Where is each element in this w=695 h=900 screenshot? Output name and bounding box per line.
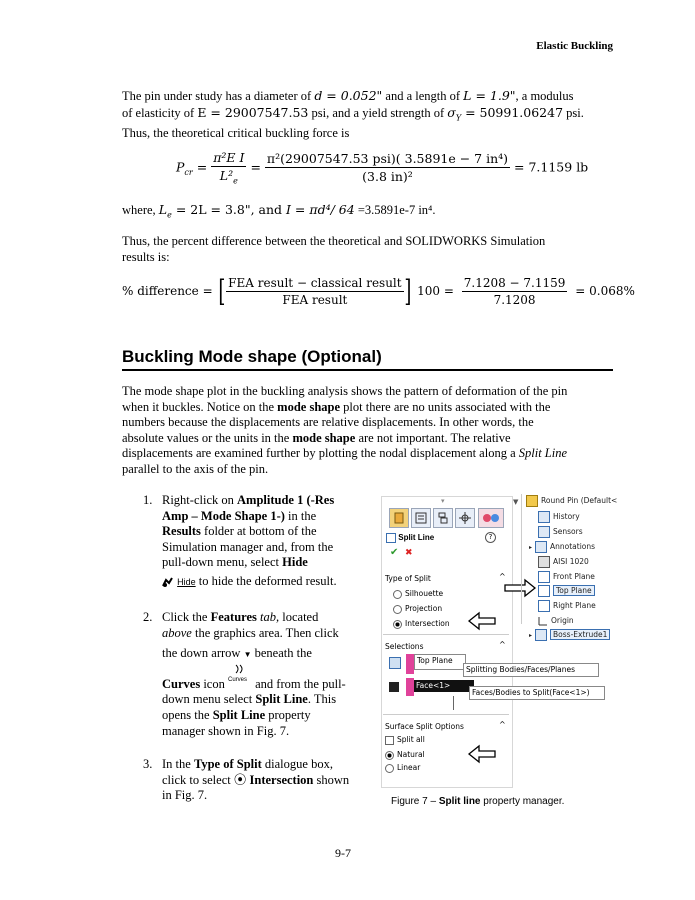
hide-icon-label: Hide: [177, 576, 196, 587]
tree-item-history[interactable]: History: [538, 511, 580, 523]
faces-to-split-list[interactable]: Face<1>: [414, 680, 474, 692]
figure-caption: Figure 7 – Split line property manager.: [391, 796, 565, 807]
diameter-value: d = 0.052": [314, 88, 383, 103]
page-number: 9-7: [335, 846, 351, 860]
tree-item-sensors[interactable]: Sensors: [538, 526, 583, 538]
tree-item-origin[interactable]: Origin: [538, 615, 574, 627]
collapse-surface-icon[interactable]: ^: [499, 720, 506, 729]
option-natural[interactable]: Natural: [385, 750, 425, 760]
option-intersection[interactable]: Intersection: [393, 619, 450, 629]
length-value: L = 1.9": [463, 88, 516, 103]
tooltip-faces-to-split: Faces/Bodies to Split(Face<1>): [469, 686, 605, 700]
plane-icon: [538, 600, 550, 612]
configuration-manager-tab[interactable]: [433, 508, 453, 528]
critical-load-equation: $P_{cr}$ = $\frac{\text{π²E I}}{L^2_e}$ = $\frac{\text{π²(29007547.53 psi)( 3.5891e − 7 in⁴)}}{\text{(3.8 in)²}}$ = 7.1159 lb: [176, 150, 589, 186]
property-manager-tab[interactable]: [411, 508, 431, 528]
tree-item-boss-extrude[interactable]: ▸ Boss-Extrude1: [529, 629, 610, 641]
radio-projection[interactable]: [393, 605, 402, 614]
splitting-tool-list[interactable]: Top Plane: [414, 654, 466, 670]
modulus-value: E = 29007547.53: [197, 104, 309, 120]
intro-paragraph: The pin under study has a diameter of d = 0.052" and a length of L = 1.9", a modulus of elasticity of E = 29007547.53 psi, and a yield strength of $\sigma_Y = 50991.06247$ psi. Thus, the theoretical critical buckling force is: [122, 88, 584, 140]
curves-icon: [228, 678, 252, 688]
material-icon: [538, 556, 550, 568]
section-heading: Buckling Mode shape (Optional): [122, 347, 382, 366]
intersection-callout-arrow: [467, 611, 497, 631]
annotations-icon: [535, 541, 547, 553]
mode-shape-paragraph: The mode shape plot in the buckling analysis shows the pattern of deformation of the pin when it buckles. Notice on the mode shape plot there are no units associated with the numbers because the displacements are relative displacements. In other words, the absolute values or the units in the mode shape are not important. The relative displacements are examined further by plotting the nodal displacement along a Split Line parallel to the axis of the pin.: [122, 384, 568, 476]
top-plane-callout-arrow: [503, 578, 537, 598]
percent-difference-equation: % difference = [ $\frac{\text{FEA result − classical result}}{\text{FEA result}}$ ] 100 = $\frac{7.1208 - 7.1159}{7.1208}$ = 0.068%: [122, 273, 635, 309]
selections-header: Selections: [385, 642, 424, 651]
curves-icon-label: Curves: [227, 676, 247, 683]
help-button[interactable]: ?: [485, 532, 496, 543]
history-icon: [538, 511, 550, 523]
tooltip-splitting-bodies: Splitting Bodies/Faces/Planes: [463, 663, 599, 677]
collapse-type-icon[interactable]: ^: [499, 572, 506, 581]
radio-linear[interactable]: [385, 764, 394, 773]
plane-selection-icon: [389, 657, 401, 669]
panel-title: Split Line: [386, 533, 434, 543]
percent-intro: Thus, the percent difference between the theoretical and SOLIDWORKS Simulation results is:: [122, 234, 546, 264]
radio-symbol: ⦿: [233, 772, 247, 787]
step-3: 3. In the Type of Split dialogue box, click to select ⦿ Intersection shown in Fig. 7.: [143, 757, 350, 803]
radio-silhouette[interactable]: [393, 590, 402, 599]
cancel-button[interactable]: ✖: [405, 547, 413, 557]
dimxpert-manager-tab[interactable]: [455, 508, 475, 528]
collapse-selections-icon[interactable]: ^: [499, 640, 506, 649]
figure-7: ▾ Split Line ? ✔ ✖ Type of Split ^ Silhouette Projection Intersection Selections ^ Top Plane Face<1> Surface Split Options ^ Split all Natural Linear Splitting Bodies/Faces/Planes Faces/Bodies to Split(Face<1>): [381, 494, 682, 790]
tree-item-annotations[interactable]: ▸ Annotations: [529, 542, 596, 551]
plane-icon: [538, 585, 550, 597]
step-1: 1. Right-click on Amplitude 1 (-Res Amp – Mode Shape 1-) in the Results folder at bottom of the Simulation manager and, from the pull-down menu, select Hide Hide to hide the deformed result.: [143, 493, 337, 588]
extrude-icon: [535, 629, 547, 641]
critical-load-result: = 7.1159 lb: [514, 159, 589, 175]
tree-item-material[interactable]: AISI 1020: [538, 556, 589, 568]
selection-color-swatch-1: [406, 654, 414, 674]
ok-button[interactable]: ✔: [390, 547, 399, 558]
type-of-split-header: Type of Split: [385, 574, 431, 583]
tree-item-right-plane[interactable]: Right Plane: [538, 600, 596, 612]
face-selection-icon: [389, 682, 399, 692]
feature-manager-tab[interactable]: [389, 508, 409, 528]
yield-value: = 50991.06247: [461, 104, 564, 120]
surface-split-options-header: Surface Split Options: [385, 722, 464, 731]
split-all-checkbox[interactable]: Split all: [385, 735, 425, 745]
sensors-icon: [538, 526, 550, 538]
natural-callout-arrow: [467, 744, 497, 764]
where-line: where, $L_e = 2L = 3.8$", and I = πd⁴/ 64 =3.5891e-7 in⁴.: [122, 202, 436, 220]
down-arrow-icon: ▼: [243, 650, 252, 660]
percent-result: = 0.068%: [575, 284, 635, 298]
tree-filter-arrow[interactable]: ▼: [513, 498, 519, 506]
option-linear[interactable]: Linear: [385, 763, 420, 773]
option-silhouette[interactable]: Silhouette: [393, 589, 443, 599]
radio-natural[interactable]: [385, 751, 394, 760]
selection-color-swatch-2: [406, 678, 414, 696]
display-manager-tab[interactable]: [478, 508, 504, 528]
part-icon: [526, 495, 538, 507]
split-line-icon: [386, 533, 396, 543]
tree-root[interactable]: Round Pin (Default<: [526, 495, 617, 507]
radio-intersection[interactable]: [393, 620, 402, 629]
running-header: Elastic Buckling: [536, 40, 613, 52]
hide-icon: [162, 577, 174, 588]
origin-icon: [538, 616, 548, 626]
step-2: 2. Click the Features tab, located above the graphics area. Then click the down arrow ▼ beneath the Curves icon Curves and from the pull- down menu select Split Line. This opens the Split Line property manager shown in Fig. 7.: [143, 610, 346, 738]
section-rule: [122, 369, 613, 371]
tree-item-front-plane[interactable]: Front Plane: [538, 571, 595, 583]
option-projection[interactable]: Projection: [393, 604, 442, 614]
tree-item-top-plane[interactable]: Top Plane: [538, 585, 595, 597]
plane-icon: [538, 571, 550, 583]
